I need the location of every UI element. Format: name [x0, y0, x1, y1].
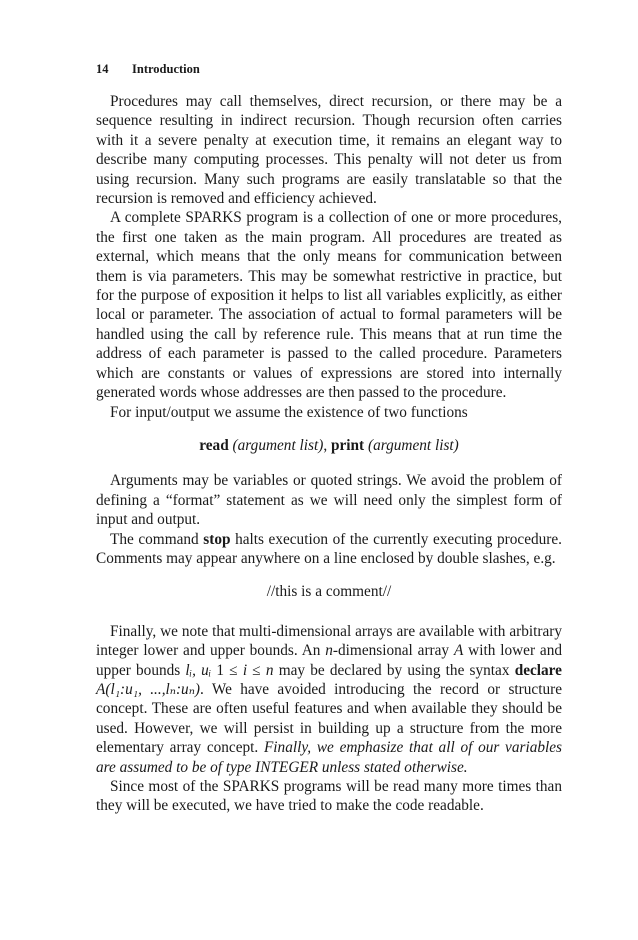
paragraph-sparks-program: A complete SPARKS program is a collection of one or more procedures, the first one taken as the main program. All procedures are treated as external, which means that the only means for communication between them is via parameters. This may be somewhat restrictive in practice, but for the purpose of exposition it helps to list all variables explicitly, as either local or parameter. The association of actual to formal parameters will be handled using the call by reference rule. This means that at run time the address of each parameter is passed to the called procedure. Parameters which are constants or values of expressions are stored into internally generated words whose addresses are then passed to the procedure. — [96, 209, 562, 402]
declare-keyword: declare — [514, 661, 562, 679]
arrays-text-1: Finally, we note that multi-dimensional arrays are available with arbitrary integer lower and upper bounds. An — [96, 622, 562, 660]
stop-text-after: halts execution of the currently executing procedure. Comments may appear anywhere on a line enclosed by double slashes, e.g. — [96, 530, 562, 567]
arrays-n-dim: n — [325, 642, 333, 660]
arrays-text-5: ≤ — [247, 661, 266, 679]
arrays-text-3: with lower and upper bounds — [96, 642, 562, 679]
paragraph-arguments: Arguments may be variables or quoted strings. We avoid the problem of defining a “format” statement as we will need only the simplest form of input and output. — [96, 472, 562, 529]
page-number: 14 — [96, 62, 109, 76]
print-keyword: print — [330, 436, 365, 454]
arrays-text-6: may be declared by using the syntax — [273, 661, 515, 679]
arrays-a-var: A — [453, 642, 464, 660]
comment-example: //this is a comment// — [266, 583, 392, 601]
paragraph-readability: Since most of the SPARKS programs will be read many more times than they will be executed, we have tried to make the code readable. — [96, 778, 562, 815]
read-keyword: read — [199, 436, 229, 454]
section-title: Introduction — [132, 62, 200, 76]
arrays-bounds: lᵢ, uᵢ — [185, 661, 212, 679]
read-argument: (argument list) — [232, 436, 324, 454]
io-separator: , — [323, 436, 328, 454]
io-functions-display — [96, 436, 562, 455]
stop-text-before: The command — [110, 530, 204, 548]
integer-emphasis: Finally, we emphasize that all of our variables are assumed to be of type INTEGER unless stated otherwise. — [96, 739, 562, 776]
declare-expression: A(l₁:u₁, ...,lₙ:uₙ) — [96, 680, 200, 698]
page-header — [96, 62, 200, 77]
print-argument: (argument list) — [367, 436, 459, 454]
arrays-text-2: -dimensional array — [332, 642, 454, 660]
paragraph-stop-command — [96, 530, 562, 569]
page-body — [96, 92, 562, 816]
paragraph-arrays — [96, 622, 562, 777]
arrays-text-7: . We have avoided introducing the record or structure concept. These are often useful features and when available they should be used. However, we will persist in building up a structure from the more elementary array concept. — [96, 680, 562, 757]
arrays-i-var: i — [242, 661, 248, 679]
stop-keyword: stop — [203, 530, 231, 548]
arrays-n-var: n — [265, 661, 274, 679]
arrays-text-4: 1 ≤ — [211, 661, 243, 679]
paragraph-recursion: Procedures may call themselves, direct recursion, or there may be a sequence resulting in indirect recursion. Though recursion often carries with it a severe penalty at execution time, it remains an elegant way to describe many computing processes. This penalty will not deter us from using recursion. Many such programs are easily translatable so that the recursion is removed and efficiency achieved. — [96, 93, 562, 208]
paragraph-input-output: For input/output we assume the existence of two functions — [110, 403, 468, 421]
